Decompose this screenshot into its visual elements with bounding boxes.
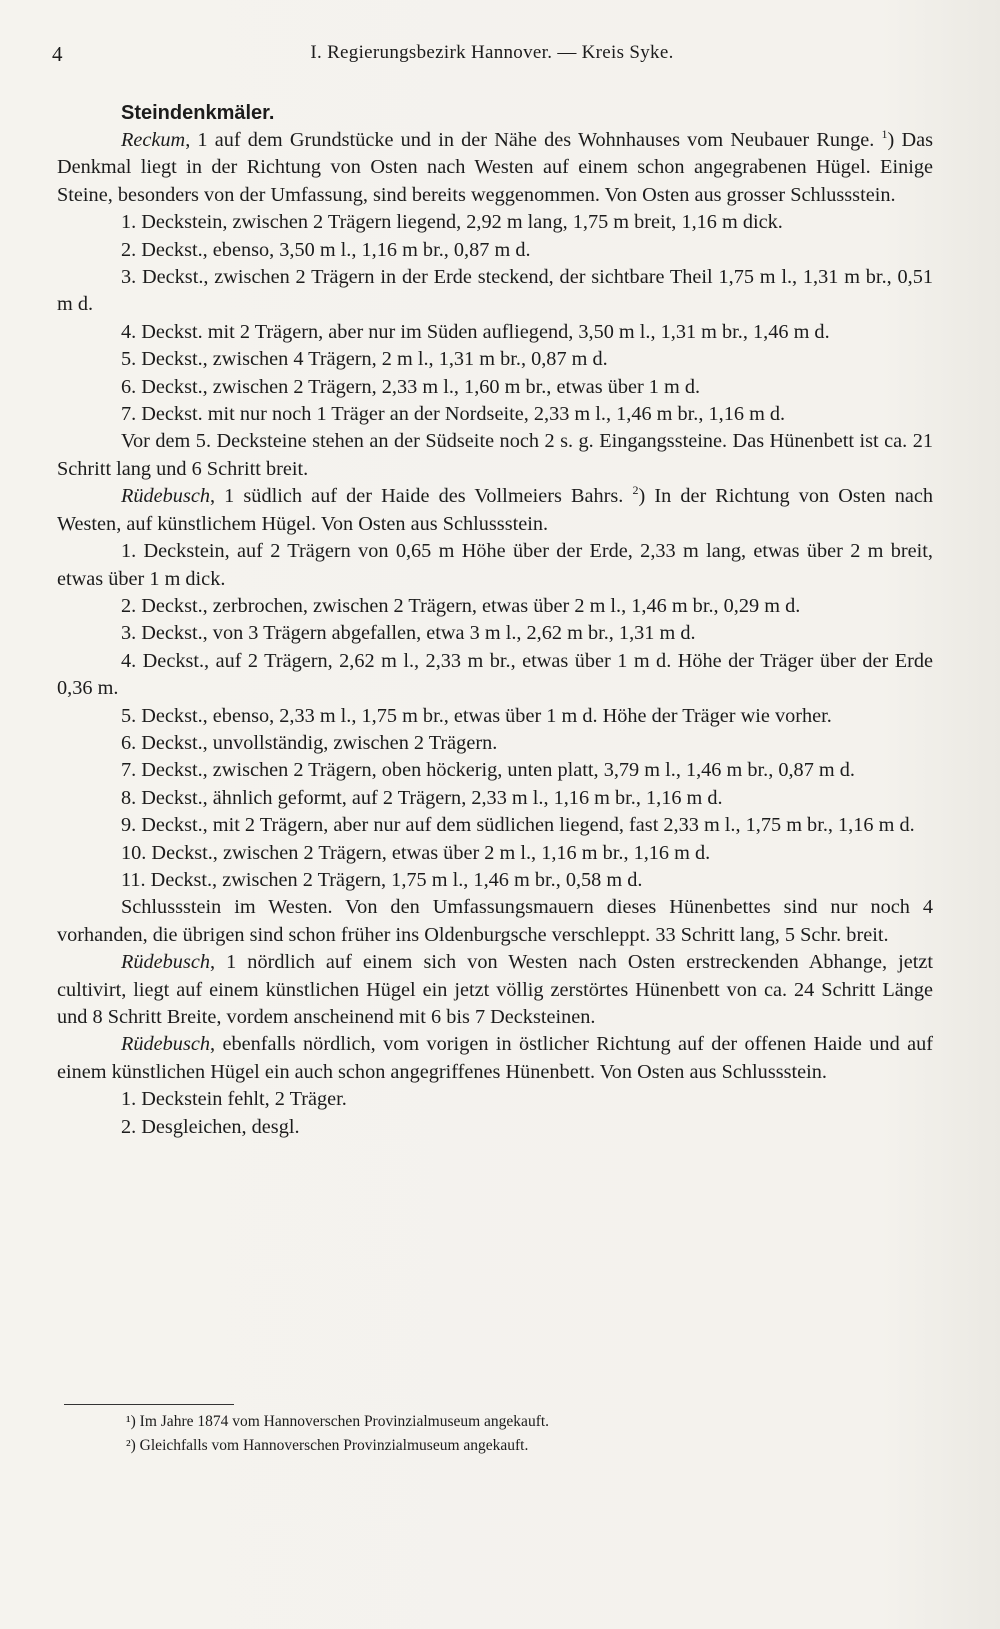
stone-item: 2. Desgleichen, desgl. [121,1115,300,1138]
stone-item: 3. Deckst., von 3 Trägern abgefallen, etwa 3 m l., 2,62 m br., 1,31 m d. [121,622,696,645]
stone-item: 4. Deckst. mit 2 Trägern, aber nur im Süden aufliegend, 3,50 m l., 1,31 m br., 1,46 m d. [121,320,830,343]
stone-item: 11. Deckst., zwischen 2 Trägern, 1,75 m l., 1,46 m br., 0,58 m d. [121,868,643,891]
footnotes [126,1410,906,1458]
page-number: 4 [52,42,63,66]
stone-item: 2. Deckst., ebenso, 3,50 m l., 1,16 m br., 0,87 m d. [121,238,531,261]
footnote: ²) Gleichfalls vom Hannoverschen Provinzialmuseum angekauft. [126,1437,529,1454]
page-header [52,42,932,72]
stone-item: 6. Deckst., zwischen 2 Trägern, 2,33 m l., 1,60 m br., etwas über 1 m d. [121,375,701,398]
footnote-ref: 2 [632,483,639,498]
entry-paragraph: Reckum, 1 auf dem Grundstücke und in der Nähe des Wohnhauses vom Neubauer Runge. $^1$) Das Denkmal liegt in der Richtung von Osten nach Westen auf einem schon angegrabenen Hügel. Einige Steine, besonders von der Umfassung, sind bereits weggenommen. Von Osten aus grosser Schlussstein. [57,127,933,206]
entry-paragraph: Rüdebusch, ebenfalls nördlich, vom vorigen in östlicher Richtung auf der offenen Haide und auf einem künstlichen Hügel ein auch schon angegriffenes Hünenbett. Von Osten aus Schlussstein. [57,1033,933,1083]
stone-item: 3. Deckst., zwischen 2 Trägern in der Erde steckend, der sichtbare Theil 1,75 m l., 1,31 m br., 0,51 m d. [57,266,933,316]
stone-item: 4. Deckst., auf 2 Trägern, 2,62 m l., 2,33 m br., etwas über 1 m d. Höhe der Träger über der Erde 0,36 m. [57,649,933,700]
stone-item: 7. Deckst. mit nur noch 1 Träger an der Nordseite, 2,33 m l., 1,46 m br., 1,16 m d. [121,403,786,426]
footnote-divider [64,1404,234,1405]
stone-item: 5. Deckst., zwischen 4 Trägern, 2 m l., 1,31 m br., 0,87 m d. [121,348,608,371]
place-name: Rüdebusch [121,485,210,508]
stone-item: 6. Deckst., unvollständig, zwischen 2 Trägern. [121,731,498,754]
body-text [57,100,933,1141]
stone-item: 1. Deckstein, auf 2 Trägern von 0,65 m Höhe über der Erde, 2,33 m lang, etwas über 2 m breit, etwas über 1 m dick. [57,540,933,590]
stone-item: 5. Deckst., ebenso, 2,33 m l., 1,75 m br., etwas über 1 m d. Höhe der Träger wie vorher. [121,704,832,727]
stone-item: 1. Deckstein fehlt, 2 Träger. [121,1088,347,1111]
stone-item: 1. Deckstein, zwischen 2 Trägern liegend, 2,92 m lang, 1,75 m breit, 1,16 m dick. [121,211,783,234]
entry-paragraph: Rüdebusch, 1 nördlich auf einem sich von Westen nach Osten erstreckenden Abhange, jetzt cultivirt, liegt auf einem künstlichen Hügel ein jetzt völlig zerstörtes Hünenbett von ca. 24 Schritt Länge und 8 Schritt Breite, vordem anscheinend mit 6 bis 7 Decksteinen. [57,951,933,1028]
footnote: ¹) Im Jahre 1874 vom Hannoverschen Provinzialmuseum angekauft. [126,1413,550,1430]
stone-item: 9. Deckst., mit 2 Trägern, aber nur auf dem südlichen liegend, fast 2,33 m l., 1,75 m br., 1,16 m d. [121,814,915,837]
place-name: Reckum [121,129,186,151]
place-name: Rüdebusch [121,951,210,974]
running-title: I. Regierungsbezirk Hannover. — Kreis Syke. [310,42,674,63]
closing-paragraph: Schlussstein im Westen. Von den Umfassungsmauern dieses Hünenbettes sind nur noch 4 vorhanden, die übrigen sind schon früher ins Oldenburgsche verschleppt. 33 Schritt lang, 5 Schr. breit. [57,896,933,946]
stone-item: 7. Deckst., zwischen 2 Trägern, oben höckerig, unten platt, 3,79 m l., 1,46 m br., 0,87 m d. [121,759,855,782]
entry-paragraph: Rüdebusch, 1 südlich auf der Haide des Vollmeiers Bahrs. $^2$) In der Richtung von Osten nach Westen, auf künstlichem Hügel. Von Osten aus Schlussstein. [57,483,933,535]
footnote-ref: 1 [881,127,888,142]
stone-item: 2. Deckst., zerbrochen, zwischen 2 Trägern, etwas über 2 m l., 1,46 m br., 0,29 m d. [121,594,801,617]
stone-item: 10. Deckst., zwischen 2 Trägern, etwas über 2 m l., 1,16 m br., 1,16 m d. [121,841,711,864]
place-name: Rüdebusch [121,1033,210,1056]
stone-item: 8. Deckst., ähnlich geformt, auf 2 Trägern, 2,33 m l., 1,16 m br., 1,16 m d. [121,786,723,809]
section-heading: Steindenkmäler. [121,102,275,124]
closing-paragraph: Vor dem 5. Decksteine stehen an der Südseite noch 2 s. g. Eingangssteine. Das Hünenbett ist ca. 21 Schritt lang und 6 Schritt breit. [57,430,933,480]
